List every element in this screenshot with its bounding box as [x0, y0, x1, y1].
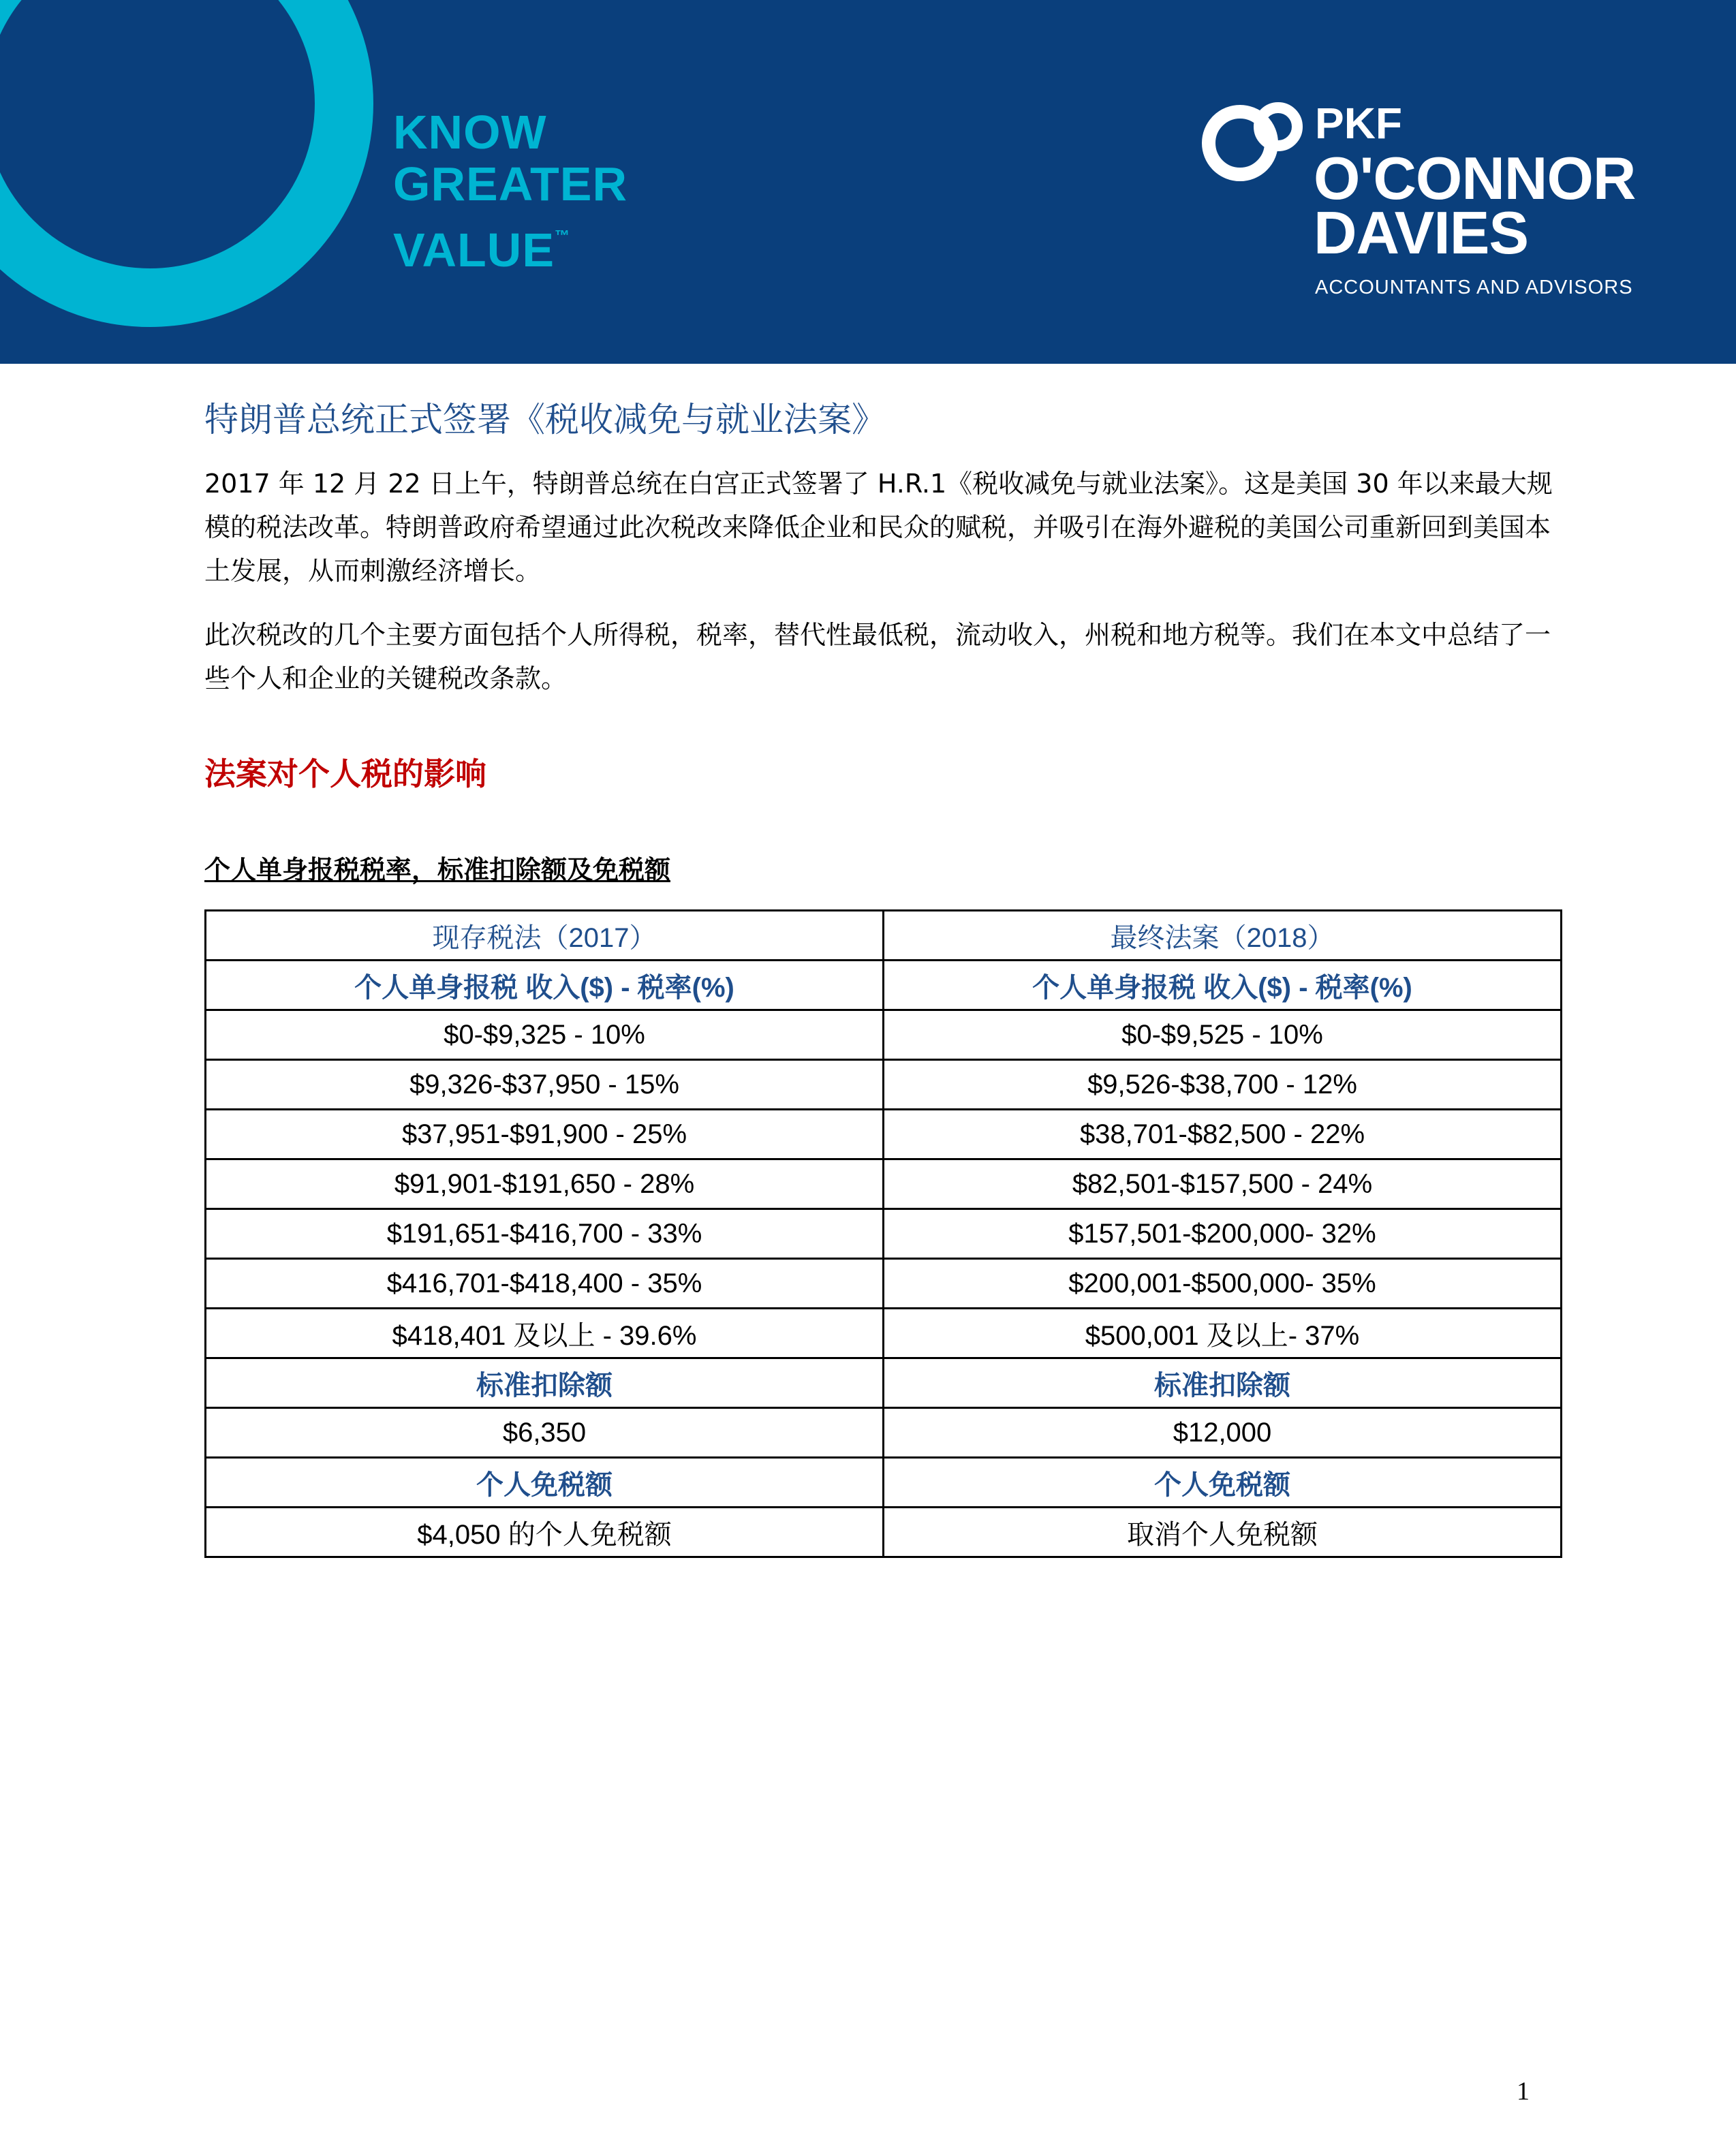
deduction-value: $6,350	[206, 1408, 884, 1458]
rate-cell: $500,001 及以上- 37%	[884, 1309, 1562, 1358]
intro-paragraph: 2017 年 12 月 22 日上午，特朗普总统在白宫正式签署了 H.R.1《税收减免与就业法案》。这是美国 30 年以来最大规模的税法改革。特朗普政府希望通过此次税改来降低企业和民众的赋税，并吸引在海外避税的美国公司重新回到美国本土发展，从而刺激经济增长。	[204, 469, 1553, 586]
rate-cell: $157,501-$200,000- 32%	[884, 1209, 1562, 1259]
exemption-header: 个人免税额	[206, 1458, 884, 1508]
exemption-header: 个人免税额	[884, 1458, 1562, 1508]
table-row	[206, 1408, 1562, 1458]
rate-cell: $82,501-$157,500 - 24%	[884, 1159, 1562, 1209]
deduction-header: 标准扣除额	[884, 1358, 1562, 1408]
tagline-line-2: GREATER	[393, 157, 628, 210]
tagline-line-1: KNOW	[393, 106, 547, 159]
exemption-value: 取消个人免税额	[884, 1508, 1562, 1557]
rate-cell: $38,701-$82,500 - 22%	[884, 1110, 1562, 1159]
rate-cell: $0-$9,325 - 10%	[206, 1010, 884, 1060]
table-row	[206, 911, 1562, 961]
table-row	[206, 1508, 1562, 1557]
logo-rings-icon	[1198, 95, 1314, 198]
table-row	[206, 1358, 1562, 1408]
summary-paragraph: 此次税改的几个主要方面包括个人所得税，税率，替代性最低税，流动收入，州税和地方税等。我们在本文中总结了一些个人和企业的关键税改条款。	[204, 620, 1551, 693]
section-title: 法案对个人税的影响	[204, 755, 486, 792]
table-row	[206, 1458, 1562, 1508]
table-row	[206, 1110, 1562, 1159]
deduction-header: 标准扣除额	[206, 1358, 884, 1408]
decorative-ring	[0, 0, 373, 327]
logo-name-line-1: O'CONNOR	[1314, 144, 1636, 212]
tagline	[393, 106, 627, 276]
column-header-2018: 最终法案（2018）	[884, 911, 1562, 961]
logo-name	[1314, 144, 1636, 266]
table-row	[206, 1309, 1562, 1358]
table-row	[206, 1209, 1562, 1259]
rate-cell: $0-$9,525 - 10%	[884, 1010, 1562, 1060]
table-row	[206, 1259, 1562, 1309]
rate-cell: $37,951-$91,900 - 25%	[206, 1110, 884, 1159]
logo-subtitle: ACCOUNTANTS AND ADVISORS	[1315, 277, 1633, 298]
table-row	[206, 1010, 1562, 1060]
exemption-value: $4,050 的个人免税额	[206, 1508, 884, 1557]
table-title: 个人单身报税税率，标准扣除额及免税额	[204, 855, 671, 885]
tagline-line-3: VALUE™	[393, 223, 571, 277]
rate-cell: $9,526-$38,700 - 12%	[884, 1060, 1562, 1110]
deduction-value: $12,000	[884, 1408, 1562, 1458]
logo-pkf: PKF	[1315, 99, 1402, 148]
tax-rate-table	[204, 909, 1562, 1558]
rate-cell: $418,401 及以上 - 39.6%	[206, 1309, 884, 1358]
logo-name-line-2: DAVIES	[1314, 199, 1529, 266]
rate-header-2017: 个人单身报税 收入($) - 税率(%)	[206, 961, 884, 1010]
table-row	[206, 1159, 1562, 1209]
page-number: 1	[1517, 2077, 1530, 2106]
rate-cell: $200,001-$500,000- 35%	[884, 1259, 1562, 1309]
table-row	[206, 1060, 1562, 1110]
rate-cell: $91,901-$191,650 - 28%	[206, 1159, 884, 1209]
rate-cell: $191,651-$416,700 - 33%	[206, 1209, 884, 1259]
rate-cell: $9,326-$37,950 - 15%	[206, 1060, 884, 1110]
column-header-2017: 现存税法（2017）	[206, 911, 884, 961]
company-logo	[1198, 95, 1647, 307]
rate-header-2018: 个人单身报税 收入($) - 税率(%)	[884, 961, 1562, 1010]
rate-cell: $416,701-$418,400 - 35%	[206, 1259, 884, 1309]
document-title: 特朗普总统正式签署《税收减免与就业法案》	[204, 400, 886, 439]
table-row	[206, 961, 1562, 1010]
header-banner	[0, 0, 1736, 364]
